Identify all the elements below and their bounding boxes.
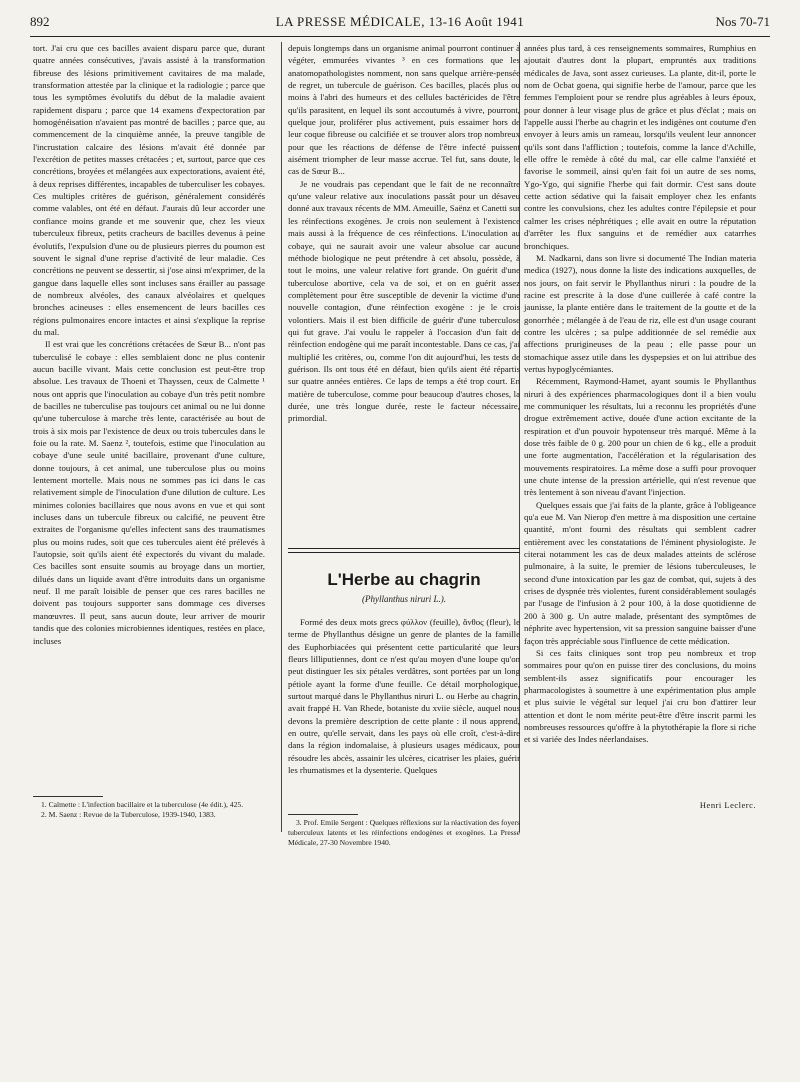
section-subtitle: (Phyllanthus niruri L.). (361, 594, 446, 604)
author-signature: Henri Leclerc. (699, 800, 756, 810)
footnote-rule (33, 796, 103, 797)
section-body (288, 616, 520, 776)
footnote-rule (288, 814, 358, 815)
column-divider (281, 42, 282, 832)
paragraph: tort. J'ai cru que ces bacilles avaient disparu parce que, durant quatre années consécutives, j'avais assisté à la transformation fibreuse des lésions primitivement cavitaires de ma malade, transformation attestée par la clinique et la radiologie ; parce que tous les symptômes évolutifs du début de la maladie avaient rapidement disparu ; parce que 14 examens d'expectoration par homogénéisation n'avaient pas montré de bacilles ; parce que, au commencement de la cinquième année, la preuve tangible de l'incrustation calcaire des lésions m'avait été donnée par l'excrétion de petites masses crétacées ; et, surtout, parce que ces concrétions, broyées et mélangées aux expectorations, avaient été, à deux reprises différentes, incapables de tuberculiser les cobayes. Ces multiples critères de guérison, généralement considérés comme valables, ont été en défaut. J'aurais dû leur accorder une confiance moins grande et me souvenir que, chez les vieux tuberculeux fibreux, petits cracheurs de bacilles devenus à peine évolutifs, l'expulsion d'une ou de plusieurs pierres du poumon est souvent le signal d'une reprise d'activité de leur maladie. Ces concrétions ne peuvent se dessertir, si j'ose ainsi m'exprimer, de la gangue dans laquelle elles sont incluses sans érailler au passage de nombreux alvéoles, des canaux alvéolaires et quelques bronches acineuses : elles ensemencent de leurs bacilles ces régions pulmonaires encore intactes et ainsi s'explique la reprise du mal. (33, 43, 265, 337)
journal-title: LA PRESSE MÉDICALE, 13-16 Août 1941 (275, 14, 525, 29)
paragraph: M. Nadkarni, dans son livre si documenté The Indian materia medica (1927), nous donne la liste des indications auxquelles, de nos jours, on fait servir le Phyllanthus niruri : la poudre de la racine est prescrite à la dose d'une cuillerée à café contre la jaunisse, la plante entière dans le traitement de la goutte et de la gonorrhée ; mélangée à de l'eau de riz, elle est d'un usage courant contre les ulcères ; sa pulpe additionnée de sel remédie aux affections prurigineuses de la peau ; elle passe pour un stomachique assez utile dans les dyspepsies et on lui attribue des vertus hypoglycémiantes. (524, 252, 756, 374)
footnote: 3. Prof. Emile Sergent : Quelques réflexions sur la réactivation des foyers tuberculeux latents et les réinfections endogènes et exogènes. La Presse Médicale, 27-30 Novembre 1940. (288, 818, 520, 847)
paragraph: Il est vrai que les concrétions crétacées de Sœur B... n'ont pas tuberculisé le cobaye : elles semblaient donc ne plus contenir aucun bacille vivant. Mais cette conclusion est peut-être trop absolue. Les travaux de Thoeni et Thayssen, ceux de Calmette ¹ nous ont appris que l'inoculation au cobaye d'un très petit nombre de bacilles ne tuberculise pas toujours cet animal ou ne lui donne qu'une tuberculose à marche très lente, caractérisée au bout de trois à six mois par l'existence de deux ou trois tubercules dans le foie ou la rate. M. Saenz ², toutefois, estime que l'inoculation au cobaye d'une seule unité bacillaire, provenant d'une culture, donne toujours, à cet animal, une tuberculose plus ou moins lentement mortelle. Mais nous ne sommes pas ici dans le cas relativement simple de l'inoculation d'une dilution de culture. Les minimes colonies bacillaires que nous avons en vue et qui sont incluses dans un tubercule fibreux ou calcifié, ne peuvent être extraites de l'organisme qu'elles infectent sans des traumatismes plus ou moins rudes, soit que ces tubercules aient été prélevés à l'autopsie, soit qu'ils aient été expectorés du vivant du malade. Ces bacilles sont ensuite soumis au broyage dans un mortier, dilués dans un liquide avant d'être introduits dans un organisme neuf. Il me paraît loisible de penser que ces rares bacilles ne doivent pas toujours supporter sans dommage ces diverses manœuvres. Il peut, sans aucun doute, leur arriver de mourir tandis que des colonies microbiennes identiques, restées en place, incluses (33, 339, 265, 646)
issue-number: Nos 70-71 (715, 14, 770, 29)
paragraph: années plus tard, à ces renseignements sommaires, Rumphius en ajoutait d'autres dont la plupart, empruntés aux traditions médicales de Java, sont assez curieuses. La plante, dit-il, porte le nom de Ocbat goena, qui signifie herbe de l'amour, parce que les femmes l'emploient pour se rendre plus agréables à leurs époux, pour donner à leur visage plus de grâce et plus d'éclat ; mais on l'appelle aussi l'herbe au chagrin et les indigènes ont coutume d'en envoyer à leurs amis un rameau, lorsqu'ils veulent leur annoncer qu'ils sont dans l'affliction ; toutefois, comme la lance d'Achille, elle offre le remède à côté du mal, car elle calme l'anxiété et favorise le sommeil, ainsi qu'en fait foi un autre de ses noms, Ygo-Ygo, qui signifie l'herbe qui fait dormir. C'est sans doute cette action sédative qui la faisait employer chez les enfants contre les convulsions, chez les adultes contre l'épilepsie et pour calmer les crises néphrétiques ; elle avait en outre la réputation d'arrêter les flux sanguins et de remédier aux catarrhes bronchiques. (524, 43, 756, 251)
column-2-footnotes (288, 818, 520, 848)
header-rule (30, 36, 770, 37)
section-rule (288, 548, 520, 553)
footnote: 2. M. Saenz : Revue de la Tuberculose, 1939-1940, 1383. (41, 810, 216, 819)
paragraph: Quelques essais que j'ai faits de la plante, grâce à l'obligeance qu'a eue M. Van Nierop d'en mettre à ma disposition une certaine quantité, m'ont fourni des résultats qui semblent cadrer entièrement avec les constatations de l'éminent physiologiste. Je citerai notamment les cas de deux malades atteints de sclérose pulmonaire, à la suite, le premier de lésions tuberculeuses, le second d'une intoxication par les gaz de combat, qui, sujets à des crises de dyspnée très violentes, furent considérablement soulagés par l'usage de l'infusion à 2 pour 100, à la dose quotidienne de 200 à 300 g. Un autre malade, présentant des symptômes de néphrite avec hypertension, vit sa pression sanguine baisser d'une façon très appréciable sous l'influence de cette médication. (524, 499, 756, 646)
column-2 (288, 42, 520, 425)
paragraph: Je ne voudrais pas cependant que le fait de ne reconnaître qu'une valeur relative aux inoculations passât pour un désaveu donné aux travaux récents de MM. Ameuille, Saënz et Canetti sur les réinfections exogènes. Je crois non seulement à l'existence mais aussi à la fréquence de ces réinfections. L'inoculation au cobaye, qui ne saurait avoir une valeur absolue car aucune méthode biologique ne peut prétendre à cet absolu, possède, à tout le moins, une valeur relative fort grande. On guérit d'une tuberculose abortive, cela va de soi, et on en guérit assez complètement pour être susceptible de devenir la victime d'une nouvelle contagion, d'une réinfection exogène : je le crois volontiers. Mais il est bien difficile de guérir d'une tuberculose qui fut grave. J'ai voulu le rappeler à l'occasion d'un fait de réinfection endogène qui me paraît incontestable. Dans ce cas, j'ai multiplié les critères, ou, comme l'on dit aujourd'hui, les tests de guérison. Ils ont tous été en défaut, bien qu'ils aient été répartis sur quatre années entières. Ce laps de temps a été trop court. En matière de tuberculose, comme pour beaucoup d'autres choses, la durée, une très longue durée, reste le facteur nécessaire, primordial. (288, 178, 520, 424)
paragraph: Formé des deux mots grecs φύλλον (feuille), ἄνθος (fleur), le terme de Phyllanthus désigne un genre de plantes de la famille des Euphorbiacées qui présentent cette particularité que leurs fleurs lilliputiennes, dont ce n'est qu'au moyen d'une loupe qu'on peut distinguer les six pétales verdâtres, sont portées par un long pétiole ayant la forme d'une feuille. Ce détail morphologique, surtout marqué dans le Phyllanthus niruri L. ou Herbe au chagrin, avait frappé H. Van Rhede, botaniste du xviie siècle, auquel nous devons la première description de cette plante : il nous apprend, en outre, qu'elle servait, dans les pays où elle croît, c'est-à-dire dans la région indomalaise, à plusieurs usages médicaux, pour résoudre les abcès, assainir les ulcères, cicatriser les plaies, guérir les rhumatismes et la dysenterie. Quelques (288, 617, 520, 776)
paragraph: Récemment, Raymond-Hamet, ayant soumis le Phyllanthus niruri à des expériences pharmacologiques dont il a bien voulu me communiquer les résultats, lui a reconnu les propriétés d'une drogue extrêmement active, douée d'une action excitante de la respiration et d'un pouvoir hypotenseur très marqué. Même à la dose très faible de 0 g. 200 pour un chien de 6 kg., elle a produit une forte augmentation, l'accélération et la régularisation des mouvements respiratoires. La même dose a suffi pour provoquer une chute intense de la pression artérielle, qui n'est revenue que très lentement à son niveau d'avant l'injection. (524, 376, 756, 498)
page-number: 892 (30, 14, 50, 29)
paragraph: Si ces faits cliniques sont trop peu nombreux et trop sommaires pour qu'on en puisse tirer des conclusions, du moins semblent-ils assez significatifs pour encourager les pharmacologistes à soumettre à une expérimentation plus ample et plus suivie le végétal sur lequel j'ai cru bon d'attirer leur attention et dont le nom mérite peut-être d'être inscrit parmi les nombreuses ressources qu'offre à la phytothérapie la flore si riche et si variée des Indes néerlandaises. (524, 647, 756, 745)
column-1-footnotes (33, 800, 265, 820)
page-header (30, 14, 770, 36)
column-3 (524, 42, 756, 746)
paragraph: depuis longtemps dans un organisme animal pourront continuer à végéter, emmurées vivantes ³ en ces formations que les anatomopathologistes nomment, non sans quelque arrière-pensée de regret, un tubercule de guérison. Ces bacilles, placés plus ou moins à l'abri des humeurs et des cellules bactéricides de l'être qu'ils parasitent, en lequel ils sont accoutumés à vivre, pourront, quelque jour, proliférer plus activement, puis essaimer hors de leur coque fibreuse ou calcifiée et se trouver alors trop nombreux pour que les réactions de défense de l'être infecté puissent aisément triompher de leur masse accrue. Tel fut, sans doute, le cas de Sœur B... (288, 43, 520, 177)
section-title: L'Herbe au chagrin (327, 570, 481, 589)
column-1 (33, 42, 265, 647)
footnote: 1. Calmette : L'infection bacillaire et la tuberculose (4e édit.), 425. (41, 800, 244, 809)
